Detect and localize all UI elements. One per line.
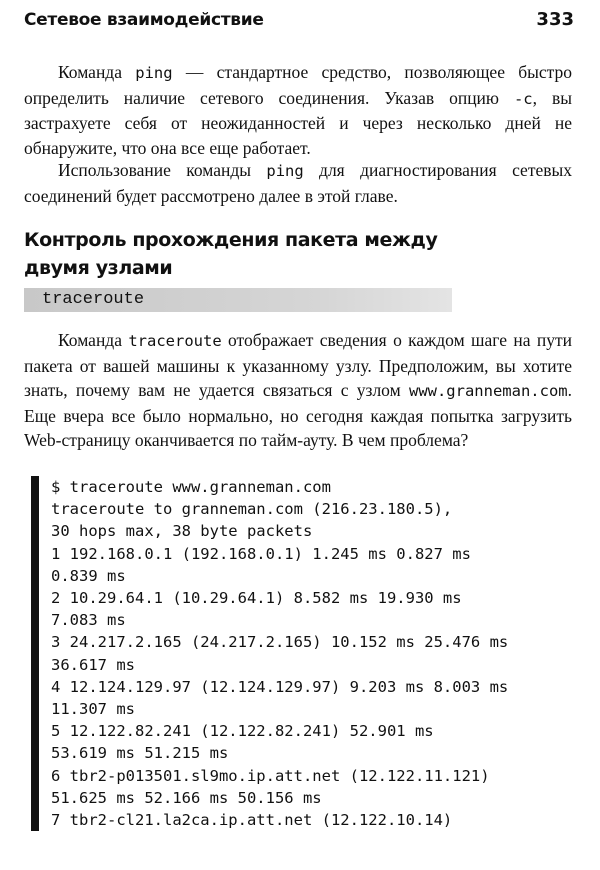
code-line: 11.307 ms xyxy=(51,700,135,719)
inline-code-traceroute: traceroute xyxy=(128,332,222,350)
code-line: 7.083 ms xyxy=(51,611,126,630)
code-line: 0.839 ms xyxy=(51,566,126,585)
code-line: $ traceroute www.granneman.com xyxy=(51,478,331,496)
inline-code-ping: ping xyxy=(135,64,173,82)
paragraph-text: Использование команды xyxy=(58,160,267,180)
code-line: 30 hops max, 38 byte packets xyxy=(51,522,313,541)
command-name: traceroute xyxy=(42,290,145,309)
section-heading: Контроль прохождения пакета между двумя узлами xyxy=(24,229,438,279)
code-line: traceroute to granneman.com (216.23.180.5), xyxy=(51,500,453,519)
code-line: 4 12.124.129.97 (12.124.129.97) 9.203 ms 8.003 ms xyxy=(51,677,509,696)
running-header xyxy=(24,10,576,38)
page-number: 333 xyxy=(536,9,574,30)
paragraph-ping-intro xyxy=(24,60,572,160)
paragraph-traceroute-intro xyxy=(24,328,572,453)
code-line: 3 24.217.2.165 (24.217.2.165) 10.152 ms 25.476 ms xyxy=(51,633,509,652)
paragraph-text: Команда xyxy=(58,330,129,350)
chapter-title: Сетевое взаимодействие xyxy=(24,10,264,30)
paragraph-text: отображает сведения о каждом шаге на пути пакета от вашей машины к указанному узлу. Предположим, вы хотите знать, почему вам не удается связаться с узлом xyxy=(24,330,572,400)
paragraph-text: , вы застрахуете себя от неожиданностей и через несколько дней не обнаружите, что она все еще работает. xyxy=(24,87,572,158)
paragraph-text: — стандартное средство, позволяющее быстро определить наличие сетевого соединения. Указав опцию xyxy=(24,62,572,108)
code-line: 36.617 ms xyxy=(51,655,135,674)
inline-code-ping: ping xyxy=(266,162,304,180)
code-line: 5 12.122.82.241 (12.122.82.241) 52.901 ms xyxy=(51,722,434,741)
code-line: 7 tbr2-cl21.la2ca.ip.att.net (12.122.10.14) xyxy=(51,811,453,830)
inline-code-hostname: www.granneman.com xyxy=(408,382,568,400)
paragraph-text: Команда xyxy=(58,62,136,82)
command-banner xyxy=(24,288,452,312)
code-line: 6 tbr2-p013501.sl9mo.ip.att.net (12.122.11.121) xyxy=(51,766,490,785)
code-listing xyxy=(31,476,596,831)
code-line: 53.619 ms 51.215 ms xyxy=(51,744,229,763)
paragraph-text: для диагностирования сетевых соединений будет рассмотрено далее в этой главе. xyxy=(24,160,573,206)
code-line: 2 10.29.64.1 (10.29.64.1) 8.582 ms 19.930 ms xyxy=(51,589,462,608)
paragraph-text: . Еще вчера все было нормально, но сегодня каждая попытка загрузить Web-страницу оканчивается по тайм-ауту. В чем проблема? xyxy=(24,380,572,450)
paragraph-ping-usage xyxy=(24,158,572,208)
inline-code-option: -c xyxy=(513,89,533,108)
code-line: 51.625 ms 52.166 ms 50.156 ms xyxy=(51,788,322,807)
code-line: 1 192.168.0.1 (192.168.0.1) 1.245 ms 0.827 ms xyxy=(51,544,471,563)
